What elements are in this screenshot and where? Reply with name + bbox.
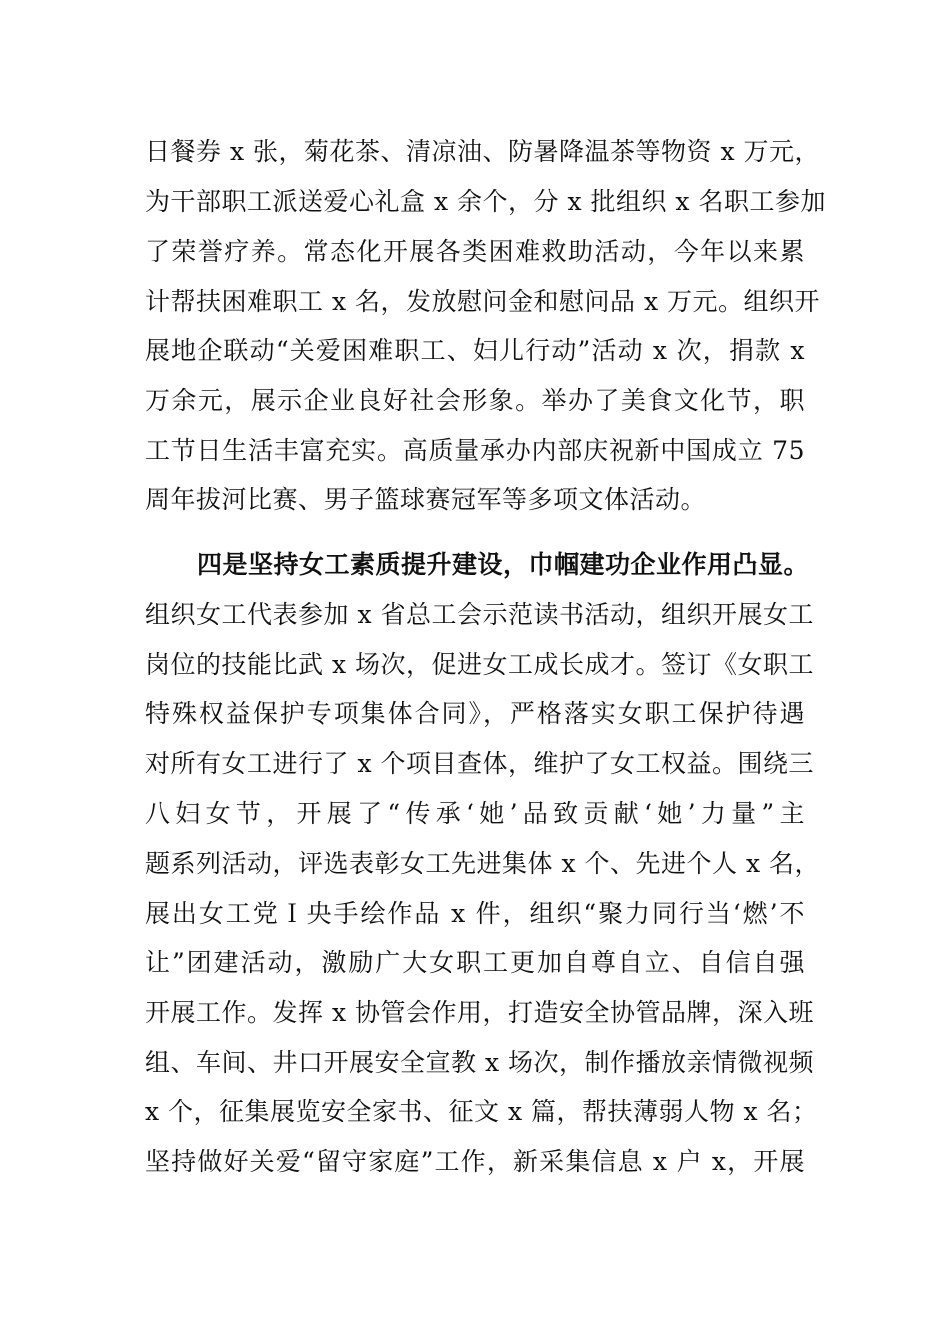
text-line: 特殊权益保护专项集体合同》，严格落实女职工保护待遇 (145, 699, 805, 728)
text-line: 展地企联动“关爱困难职工、妇儿行动”活动 x 次，捐款 x (145, 336, 805, 365)
text-line: 日餐券 x 张，菊花茶、清凉油、防暑降温茶等物资 x 万元， (145, 137, 820, 166)
text-line: 对所有女工进行了 x 个项目查体，维护了女工权益。围绕三 (145, 749, 814, 778)
text-line: 八妇女节，开展了“传承‘她’品致贡献‘她’力量”主 (145, 799, 805, 828)
text-line: x 个，征集展览安全家书、征文 x 篇，帮扶薄弱人物 x 名； (145, 1097, 818, 1126)
section-heading: 四是坚持女工素质提升建设，巾帼建功企业作用凸显。 (197, 550, 810, 579)
text-line: 让”团建活动，激励广大女职工更加自尊自立、自信自强 (145, 948, 805, 977)
text-line: 组织女工代表参加 x 省总工会示范读书活动，组织开展女工 (145, 600, 814, 629)
text-line: 工节日生活丰富充实。高质量承办内部庆祝新中国成立 75 (145, 436, 805, 465)
text-line: 展出女工党Ｉ央手绘作品 x 件，组织“聚力同行当‘燃’不 (145, 899, 805, 928)
text-line: 了荣誉疗养。常态化开展各类困难救助活动，今年以来累 (145, 237, 805, 266)
text-line: 组、车间、井口开展安全宣教 x 场次，制作播放亲情微视频 (145, 1048, 814, 1077)
text-line: 为干部职工派送爱心礼盒 x 余个，分 x 批组织 x 名职工参加 (145, 187, 826, 216)
text-line: 题系列活动，评选表彰女工先进集体 x 个、先进个人 x 名， (145, 849, 820, 878)
text-line: 周年拔河比赛、男子篮球赛冠军等多项文体活动。 (145, 485, 707, 514)
text-line: 开展工作。发挥 x 协管会作用，打造安全协管品牌，深入班 (145, 998, 814, 1027)
text-line: 万余元，展示企业良好社会形象。举办了美食文化节，职 (145, 386, 805, 415)
text-line: 坚持做好关爱“留守家庭”工作，新采集信息 x 户 x，开展 (145, 1147, 805, 1176)
text-line: 岗位的技能比武 x 场次，促进女工成长成才。签订《女职工 (145, 650, 814, 679)
text-line: 计帮扶困难职工 x 名，发放慰问金和慰问品 x 万元。组织开 (145, 287, 820, 316)
